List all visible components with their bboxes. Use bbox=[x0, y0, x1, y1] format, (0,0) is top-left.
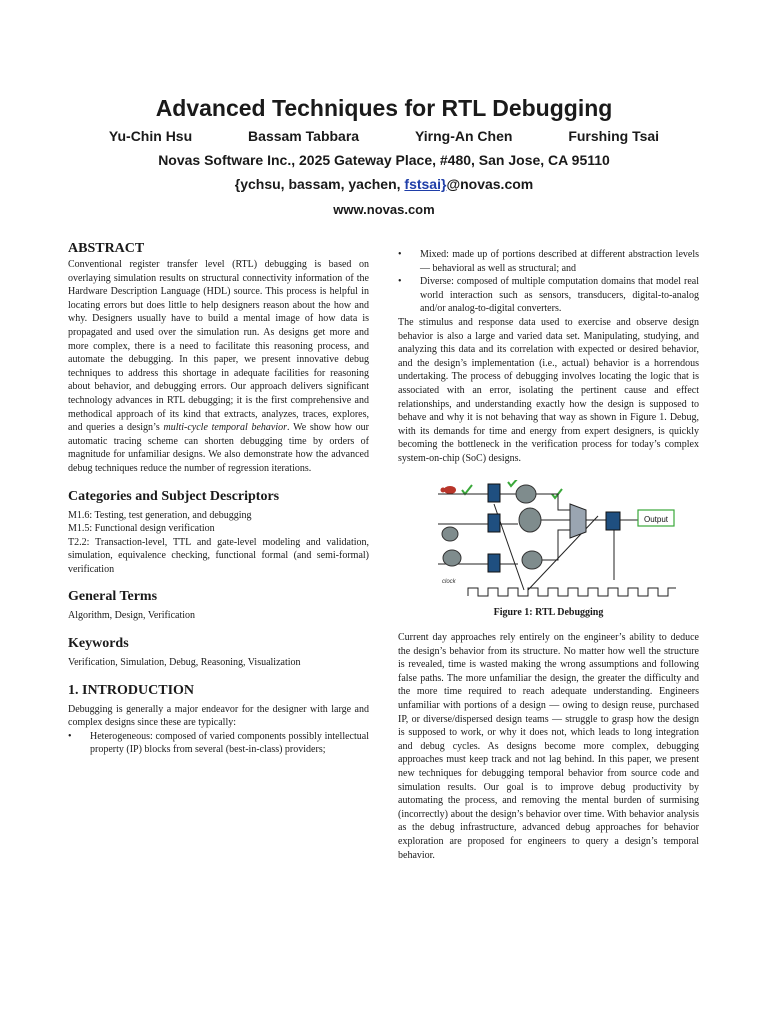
bullet-icon: • bbox=[398, 249, 402, 260]
output-label: Output bbox=[643, 514, 669, 524]
email-suffix: @novas.com bbox=[446, 176, 534, 192]
category-item: M1.5: Functional design verification bbox=[68, 523, 215, 535]
website[interactable]: www.novas.com bbox=[333, 202, 435, 217]
category-item: M1.6: Testing, test generation, and debugging bbox=[68, 509, 252, 521]
abstract-text: Conventional register transfer level (RTL) debugging is based on overlaying simulation results on structural connectivity information of the Hardware Description Language (HDL) source. This process is helpful in locating errors but does little to help designers reason about the how and why. Designers usually have to build a mental image of how data is propagated and used over the simulation run. As designs get more and more complex, there is a need to facilitate this reasoning process, and automate the debugging. In this paper, we present innovative debug techniques to address this shortage in adequate facilities for reasoning about behavior, and debugging errors. Our approach delivers significant technology advances in RTL debugging; it is the first comprehensive and methodical approach of its kind that extracts, analyzes, traces, explores, and queries a design’s multi-cycle temporal behavior. We show how our automatic tracing scheme can shorten debugging time by orders of magnitude for unfamiliar designs. We also demonstrate how the advanced debug techniques reduce the number of regression iterations. bbox=[68, 259, 370, 474]
email-prefix: {ychsu, bassam, yachen, bbox=[234, 176, 405, 192]
clock-label: clock bbox=[442, 578, 456, 585]
email-link[interactable]: fstsai} bbox=[404, 176, 447, 192]
introduction-paragraph-3: Current day approaches rely entirely on the engineer’s ability to deduce the design’s behavior from its structure. No matter how well the structure is revealed, time is wasted making the wrong assumptions and following false paths. The more unfamiliar the design, the greater the difficulty and the more time required to reach adequate understanding. Engineers unfamiliar with portions of a design — owing to design reuse, purchased IP, or diverse/dispersed design teams — struggle to grasp how the design is supposed to work, or why it does not, which leads to long integration and debug cycles. As designs become more complex, debugging approaches must keep track and not lag behind. In this paper, we present new techniques for debugging temporal behavior from source code and simulation results. Our goal is to improve debug productivity by automating the process, and removing the mental burden of surmising (incorrectly) about the design’s behavior over time. With behavior analysis as the debug infrastructure, advanced debug approaches for behavior exploration are proposed for engineers to query a design’s temporal behavior. bbox=[398, 632, 699, 861]
author-emails bbox=[0, 176, 768, 192]
list-item: • Diverse: composed of multiple computation domains that model real world interaction such as sensors, transducers, digital-to-analog and/or analog-to-digital converters. bbox=[398, 276, 699, 315]
figure-caption: Figure 1: RTL Debugging bbox=[493, 606, 604, 618]
author-name: Yu-Chin Hsu bbox=[108, 128, 193, 144]
circuit-diagram bbox=[438, 480, 678, 600]
check-icon bbox=[508, 480, 518, 486]
check-icon bbox=[462, 485, 472, 494]
bullet-icon: • bbox=[68, 730, 72, 742]
bug-icon bbox=[441, 486, 457, 494]
author-name: Yirng-An Chen bbox=[414, 128, 513, 144]
keywords-text: Verification, Simulation, Debug, Reasoning, Visualization bbox=[68, 657, 301, 669]
general-terms-heading: General Terms bbox=[68, 589, 158, 605]
right-column bbox=[398, 248, 699, 862]
wires bbox=[438, 494, 638, 590]
author-list bbox=[0, 128, 768, 144]
paper-title: Advanced Techniques for RTL Debugging bbox=[155, 95, 613, 121]
list-item: • Heterogeneous: composed of varied components possibly intellectual property (IP) blocks from several (best-in-class) providers; bbox=[68, 730, 369, 756]
keywords-heading: Keywords bbox=[68, 636, 129, 652]
bullet-icon: • bbox=[398, 276, 402, 288]
introduction-paragraph-2: The stimulus and response data used to exercise and observe design behavior is also a large and varied data set. Manipulating, studying, and analyzing this data and its correlation with expected or desired behavior, and the design’s implementation (i.e., actual) behavior is a horrendous undertaking. The process of debugging involves locating the logic that is associated with an error, isolating the pertinent cause and effect relationships, and understanding exactly how the design is supposed to behave and why it is not behaving that way as shown in Figure 1. Debug, with its demands for time and energy from expert designers, is quickly becoming the bottleneck in the verification process for today’s complex system-on-chip (SoC) designs. bbox=[398, 316, 699, 464]
left-column bbox=[68, 240, 369, 757]
rtl-debugging-figure bbox=[438, 480, 678, 600]
category-item: T2.2: Transaction-level, TTL and gate-level modeling and validation, simulation, equivalence checking, functional formal (and semi-formal) verification bbox=[68, 536, 369, 575]
design-traits-list-continued bbox=[398, 248, 699, 316]
general-terms-text: Algorithm, Design, Verification bbox=[68, 610, 196, 622]
author-name: Bassam Tabbara bbox=[248, 128, 360, 144]
clock-waveform bbox=[468, 588, 676, 596]
multiplexer-icon bbox=[570, 504, 586, 538]
affiliation: Novas Software Inc., 2025 Gateway Place, #480, San Jose, CA 95110 bbox=[158, 152, 610, 168]
list-item: • Mixed: made up of portions described at different abstraction levels — behavioral as well as structural; and bbox=[398, 249, 699, 274]
introduction-text: Debugging is generally a major endeavor for the designer with large and complex designs since these are typically: bbox=[68, 703, 369, 729]
design-traits-list bbox=[68, 730, 369, 757]
output-box bbox=[638, 510, 674, 526]
author-name: Furshing Tsai bbox=[568, 128, 660, 144]
introduction-heading: 1. INTRODUCTION bbox=[68, 682, 195, 698]
abstract-heading: ABSTRACT bbox=[68, 241, 145, 256]
categories-heading: Categories and Subject Descriptors bbox=[68, 488, 280, 504]
